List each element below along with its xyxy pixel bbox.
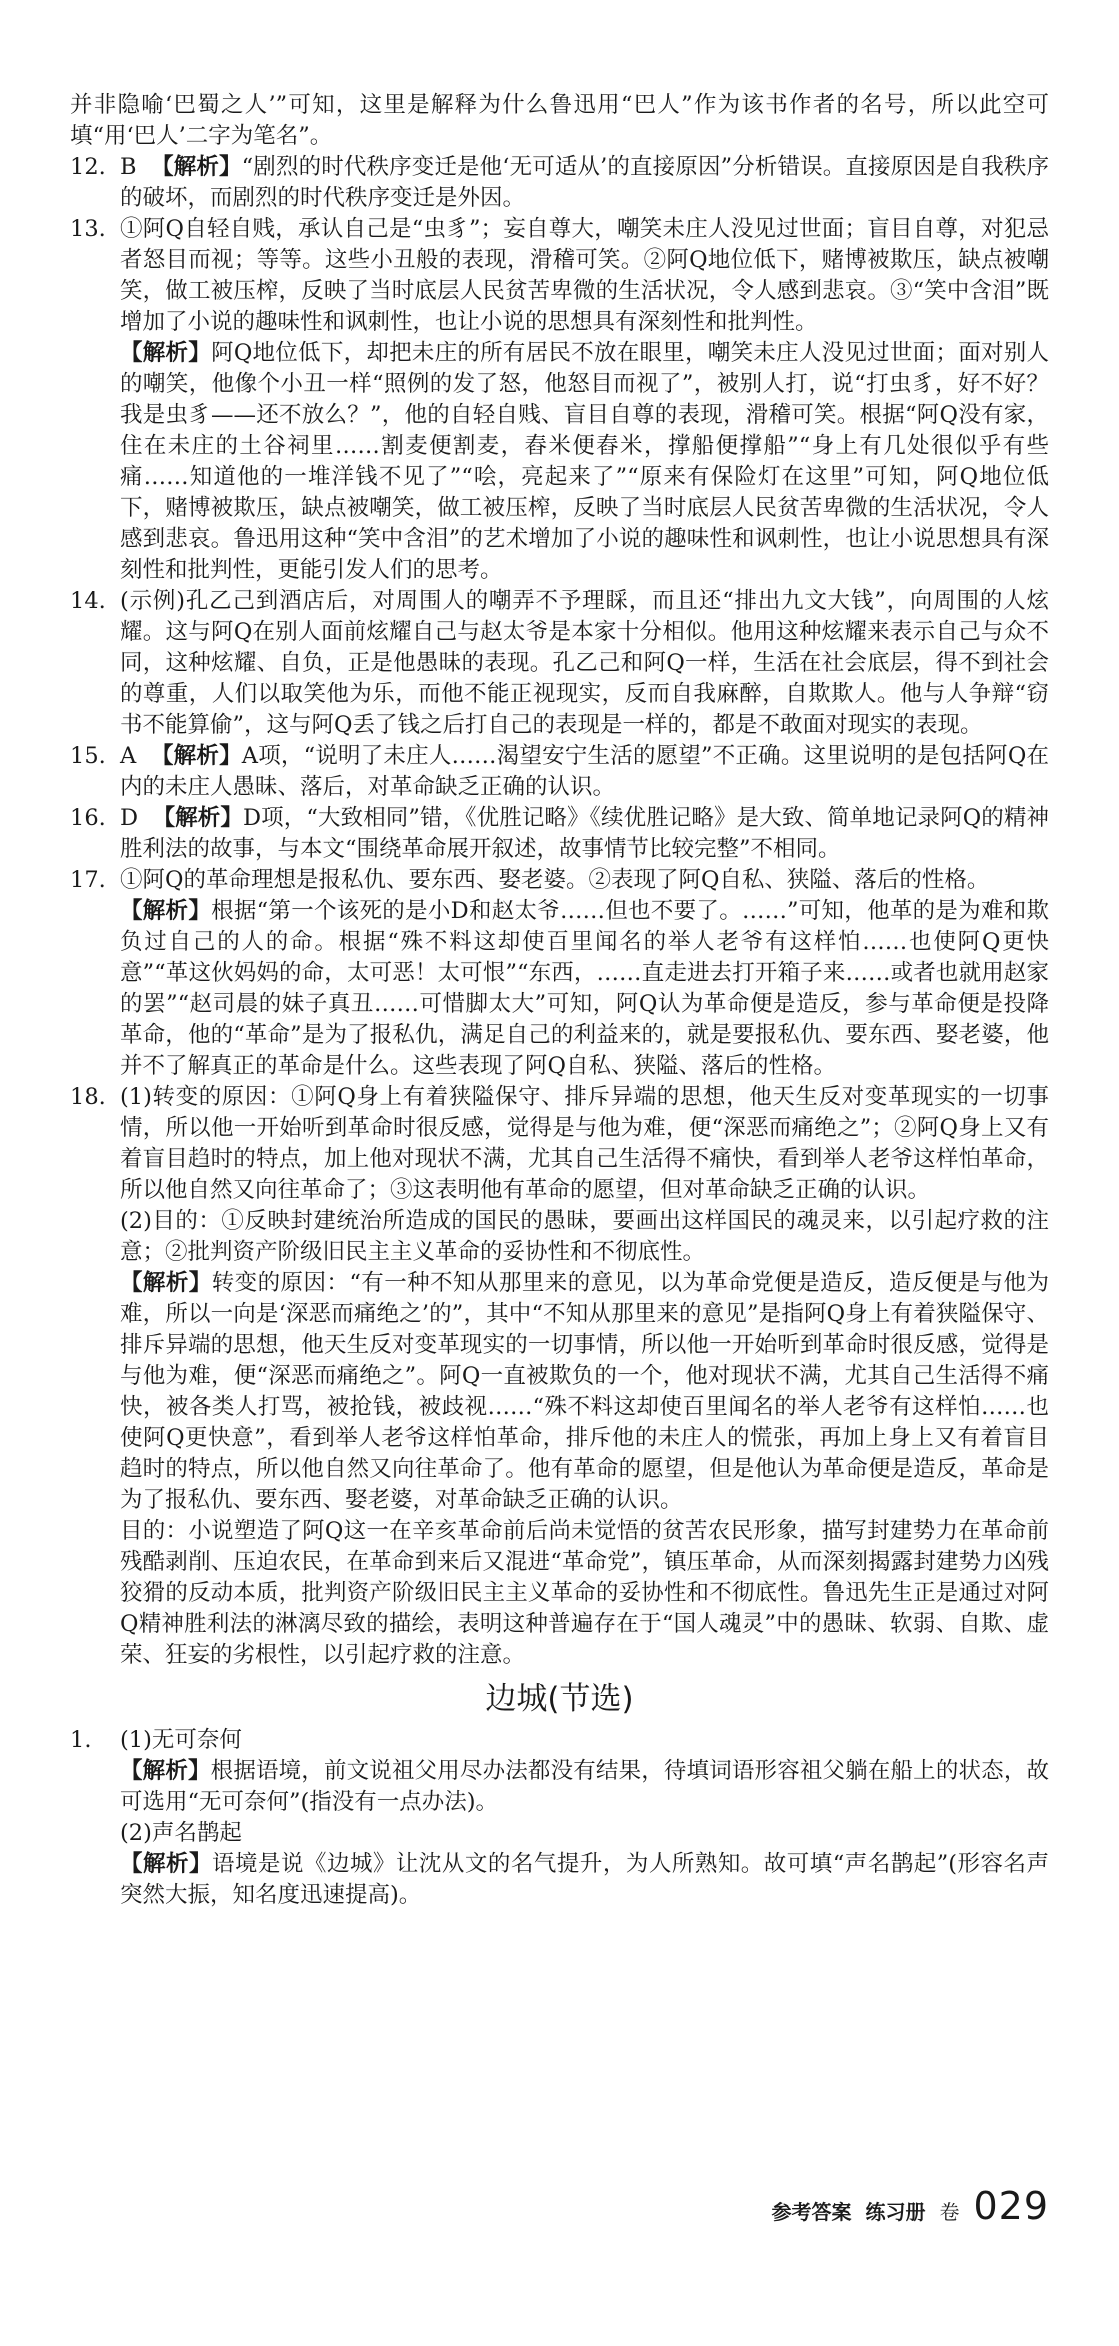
section-item-1-analysis (70, 1756, 1049, 1818)
section-item-2-analysis (70, 1849, 1049, 1911)
analysis-tag: 【解析】 (120, 1851, 212, 1877)
item-text: (2)声名鹊起 (120, 1820, 242, 1846)
item-text: ①阿Q的革命理想是报私仇、要东西、娶老婆。②表现了阿Q自私、狭隘、落后的性格。 (120, 867, 990, 893)
item-text: 语境是说《边城》让沈从文的名气提升，为人所熟知。故可填“声名鹊起”(形容名声突然大振，知名度迅速提高)。 (120, 1851, 1049, 1908)
page-footer (771, 2184, 1049, 2228)
item-text: 阿Q地位低下，却把未庄的所有居民不放在眼里，嘲笑未庄人没见过世面；面对别人的嘲笑，他像个小丑一样“照例的发了怒，他怒目而视了”，被别人打，说“打虫豸，好不好？我是虫豸——还不放么？”，他的自轻自贱、盲目自尊的表现，滑稽可笑。根据“阿Q没有家，住在未庄的土谷祠里……割麦便割麦，舂米便舂米，撑船便撑船”“身上有几处很似乎有些痛……知道他的一堆洋钱不见了”“哙，亮起来了”“原来有保险灯在这里”可知，阿Q地位低下，赌博被欺压，缺点被嘲笑，做工被压榨，反映了当时底层人民贫苦卑微的生活状况，令人感到悲哀。鲁迅用这种“笑中含泪”的艺术增加了小说的趣味性和讽刺性，也让小说思想具有深刻性和批判性，更能引发人们的思考。 (120, 340, 1049, 583)
item-number: 17. (70, 867, 106, 893)
item-number (70, 1849, 120, 1911)
answer-list (70, 152, 1049, 1671)
analysis-tag: 【解析】 (120, 340, 212, 366)
item-text: 目的：小说塑造了阿Q这一在辛亥革命前后尚未觉悟的贫苦农民形象，描写封建势力在革命前残酷剥削、压迫农民，在革命到来后又混进“革命党”，镇压革命，从而深刻揭露封建势力凶残狡猾的反动本质，批判资产阶级旧民主主义革命的妥协性和不彻底性。鲁迅先生正是通过对阿Q精神胜利法的淋漓尽致的描绘，表明这种普遍存在于“国人魂灵”中的愚昧、软弱、自欺、虚荣、狂妄的劣根性，以引起疗救的注意。 (120, 1518, 1049, 1668)
analysis-tag: 【解析】 (120, 1270, 212, 1296)
item-text: 根据语境，前文说祖父用尽办法都没有结果，待填词语形容祖父躺在船上的状态，故可选用“无可奈何”(指没有一点办法)。 (120, 1758, 1049, 1815)
footer-answers-label: 参考答案 (771, 2200, 852, 2224)
analysis-tag: 【解析】 (152, 805, 244, 831)
item-number: 12. (70, 154, 106, 180)
item-answer: A (120, 743, 137, 769)
item-text: ①阿Q自轻自贱，承认自己是“虫豸”；妄自尊大，嘲笑未庄人没见过世面；盲目自尊，对犯忌者怒目而视；等等。这些小丑般的表现，滑稽可笑。②阿Q地位低下，赌博被欺压，缺点被嘲笑，做工被压榨，反映了当时底层人民贫苦卑微的生活状况，令人感到悲哀。③“笑中含泪”既增加了小说的趣味性和讽刺性，也让小说的思想具有深刻性和批判性。 (120, 216, 1049, 335)
item-number: 15. (70, 743, 106, 769)
page-number: 029 (973, 2184, 1049, 2228)
section-title: 边城(节选) (485, 1681, 634, 1717)
item-number: 14. (70, 588, 106, 614)
answer-item-18-purpose (70, 1516, 1049, 1671)
analysis-tag: 【解析】 (150, 743, 242, 769)
section-item-1 (70, 1725, 1049, 1756)
answer-item-18 (70, 1082, 1049, 1206)
item-text: (1)无可奈何 (120, 1727, 242, 1753)
item-number (70, 1206, 120, 1268)
item-number (70, 338, 120, 586)
item-text: (1)转变的原因：①阿Q身上有着狭隘保守、排斥异端的思想，他天生反对变革现实的一切事情，所以他一开始听到革命时很反感，觉得是与他为难，便“深恶而痛绝之”；②阿Q身上又有着盲目趋时的特点，加上他对现状不满，尤其自己生活得不痛快，看到举人老爷这样怕革命，所以他自然又向往革命了；③这表明他有革命的愿望，但对革命缺乏正确的认识。 (120, 1084, 1049, 1203)
analysis-tag: 【解析】 (120, 898, 212, 924)
item-number: 13. (70, 216, 106, 242)
item-text: (示例)孔乙己到酒店后，对周围人的嘲弄不予理睬，而且还“排出九文大钱”，向周围的人炫耀。这与阿Q在别人面前炫耀自己与赵太爷是本家十分相似。他用这种炫耀来表示自己与众不同，这种炫耀、自负，正是他愚昧的表现。孔乙己和阿Q一样，生活在社会底层，得不到社会的尊重，人们以取笑他为乐，而他不能正视现实，反而自我麻醉，自欺欺人。他与人争辩“窃书不能算偷”，这与阿Q丢了钱之后打自己的表现是一样的，都是不敢面对现实的表现。 (120, 588, 1049, 738)
answer-item-12 (70, 152, 1049, 214)
answer-item-15 (70, 741, 1049, 803)
answer-item-13 (70, 214, 1049, 338)
answer-item-18-analysis (70, 1268, 1049, 1516)
item-number (70, 896, 120, 1082)
item-number: 1. (70, 1727, 92, 1753)
intro-text: 并非隐喻‘巴蜀之人’”可知，这里是解释为什么鲁迅用“巴人”作为该书作者的名号，所以此空可填“用‘巴人’二字为笔名”。 (70, 92, 1049, 149)
footer-volume-label: 卷 (939, 2200, 960, 2224)
item-number (70, 1516, 120, 1671)
section-item-2 (70, 1818, 1049, 1849)
item-number (70, 1268, 120, 1516)
analysis-tag: 【解析】 (120, 1758, 211, 1784)
section-answer-list (70, 1725, 1049, 1911)
item-number: 16. (70, 805, 106, 831)
item-number (70, 1818, 120, 1849)
footer-workbook-label: 练习册 (865, 2200, 926, 2224)
answer-item-17 (70, 865, 1049, 896)
answer-item-13-analysis (70, 338, 1049, 586)
item-answer: B (120, 154, 137, 180)
analysis-tag: 【解析】 (151, 154, 242, 180)
item-number (70, 1756, 120, 1818)
item-text: 根据“第一个该死的是小D和赵太爷……但也不要了。……”可知，他革的是为难和欺负过自己的人的命。根据“殊不料这却使百里闻名的举人老爷有这样怕……也使阿Q更快意”“革这伙妈妈的命，太可恶！太可恨”“东西，……直走进去打开箱子来……或者也就用赵家的罢”“赵司晨的妹子真丑……可惜脚太大”可知，阿Q认为革命便是造反，参与革命便是投降革命，他的“革命”是为了报私仇，满足自己的利益来的，就是要报私仇、要东西、娶老婆，他并不了解真正的革命是什么。这些表现了阿Q自私、狭隘、落后的性格。 (120, 898, 1049, 1079)
answer-item-16 (70, 803, 1049, 865)
item-text: D项，“大致相同”错，《优胜记略》《续优胜记略》是大致、简单地记录阿Q的精神胜利法的故事，与本文“围绕革命展开叙述，故事情节比较完整”不相同。 (120, 805, 1049, 862)
item-text: 转变的原因：“有一种不知从那里来的意见，以为革命党便是造反，造反便是与他为难，所以一向是‘深恶而痛绝之’的”，其中“不知从那里来的意见”是指阿Q身上有着狭隘保守、排斥异端的思想，他天生反对变革现实的一切事情，所以他一开始听到革命时很反感，觉得是与他为难，便“深恶而痛绝之”。阿Q一直被欺负的一个，他对现状不满，尤其自己生活得不痛快，被各类人打骂，被抢钱，被歧视……“殊不料这却使百里闻名的举人老爷有这样怕……也使阿Q更快意”，看到举人老爷这样怕革命，排斥他的未庄人的慌张，再加上身上又有着盲目趋时的特点，所以他自然又向往革命了。他有革命的愿望，但是他认为革命便是造反，革命是为了报私仇、要东西、娶老婆，对革命缺乏正确的认识。 (120, 1270, 1049, 1513)
answer-item-17-analysis (70, 896, 1049, 1082)
item-text: “剧烈的时代秩序变迁是他‘无可适从’的直接原因”分析错误。直接原因是自我秩序的破坏，而剧烈的时代秩序变迁是外因。 (120, 154, 1049, 211)
item-number: 18. (70, 1084, 106, 1110)
item-text: A项，“说明了未庄人……渴望安宁生活的愿望”不正确。这里说明的是包括阿Q在内的未庄人愚昧、落后，对革命缺乏正确的认识。 (120, 743, 1049, 800)
answer-item-18-part2 (70, 1206, 1049, 1268)
item-text: (2)目的：①反映封建统治所造成的国民的愚昧，要画出这样国民的魂灵来，以引起疗救的注意；②批判资产阶级旧民主主义革命的妥协性和不彻底性。 (120, 1208, 1049, 1265)
answer-item-14 (70, 586, 1049, 741)
item-answer: D (120, 805, 139, 831)
